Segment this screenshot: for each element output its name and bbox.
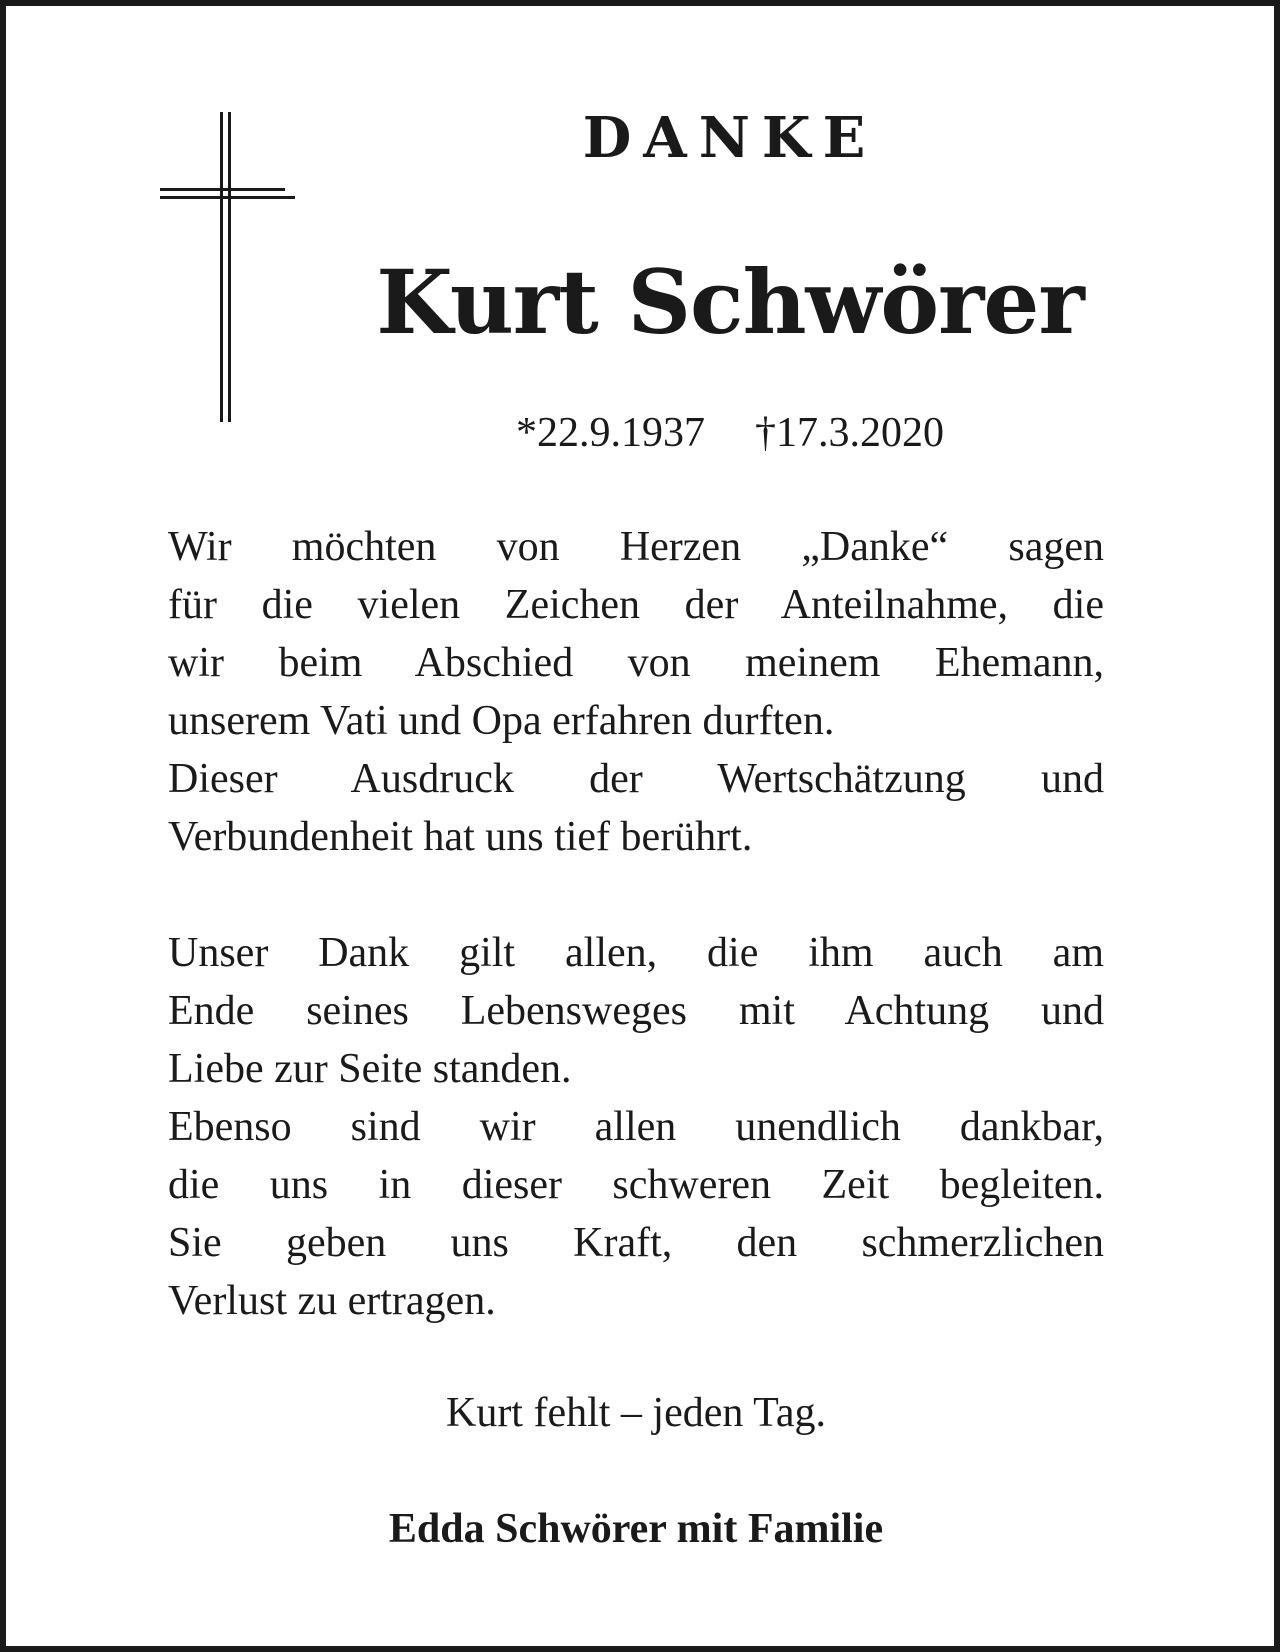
- paragraph-line: Sie geben uns Kraft, den schmerzlichen: [168, 1220, 1104, 1266]
- paragraph-line: die uns in dieser schweren Zeit begleiten.: [168, 1162, 1104, 1208]
- thanks-paragraph-2: [168, 924, 1104, 1330]
- deceased-name: Kurt Schwörer: [376, 250, 1084, 354]
- paragraph-line: Liebe zur Seite standen.: [168, 1046, 572, 1092]
- paragraph-line: Verbundenheit hat uns tief berührt.: [168, 814, 753, 860]
- paragraph-line: unserem Vati und Opa erfahren durften.: [168, 698, 835, 744]
- paragraph-line: Unser Dank gilt allen, die ihm auch am: [168, 930, 1104, 976]
- paragraph-line: Dieser Ausdruck der Wertschätzung und: [168, 756, 1104, 802]
- signature: Edda Schwörer mit Familie: [388, 1506, 884, 1552]
- paragraph-line: Ende seines Lebensweges mit Achtung und: [168, 988, 1104, 1034]
- death-date: †17.3.2020: [755, 410, 944, 456]
- paragraph-line: Verlust zu ertragen.: [168, 1278, 496, 1324]
- paragraph-line: für die vielen Zeichen der Anteilnahme, die: [168, 582, 1104, 628]
- heading-danke: DANKE: [582, 105, 878, 171]
- paragraph-line: wir beim Abschied von meinem Ehemann,: [168, 640, 1104, 686]
- life-dates: [330, 412, 1130, 454]
- thanks-paragraph-1: [168, 518, 1104, 866]
- closing-line: Kurt fehlt – jeden Tag.: [445, 1390, 826, 1436]
- paragraph-line: Wir möchten von Herzen „Danke“ sagen: [168, 524, 1104, 570]
- birth-date: *22.9.1937: [516, 410, 705, 456]
- paragraph-line: Ebenso sind wir allen unendlich dankbar,: [168, 1104, 1104, 1150]
- cross-icon: [160, 112, 300, 432]
